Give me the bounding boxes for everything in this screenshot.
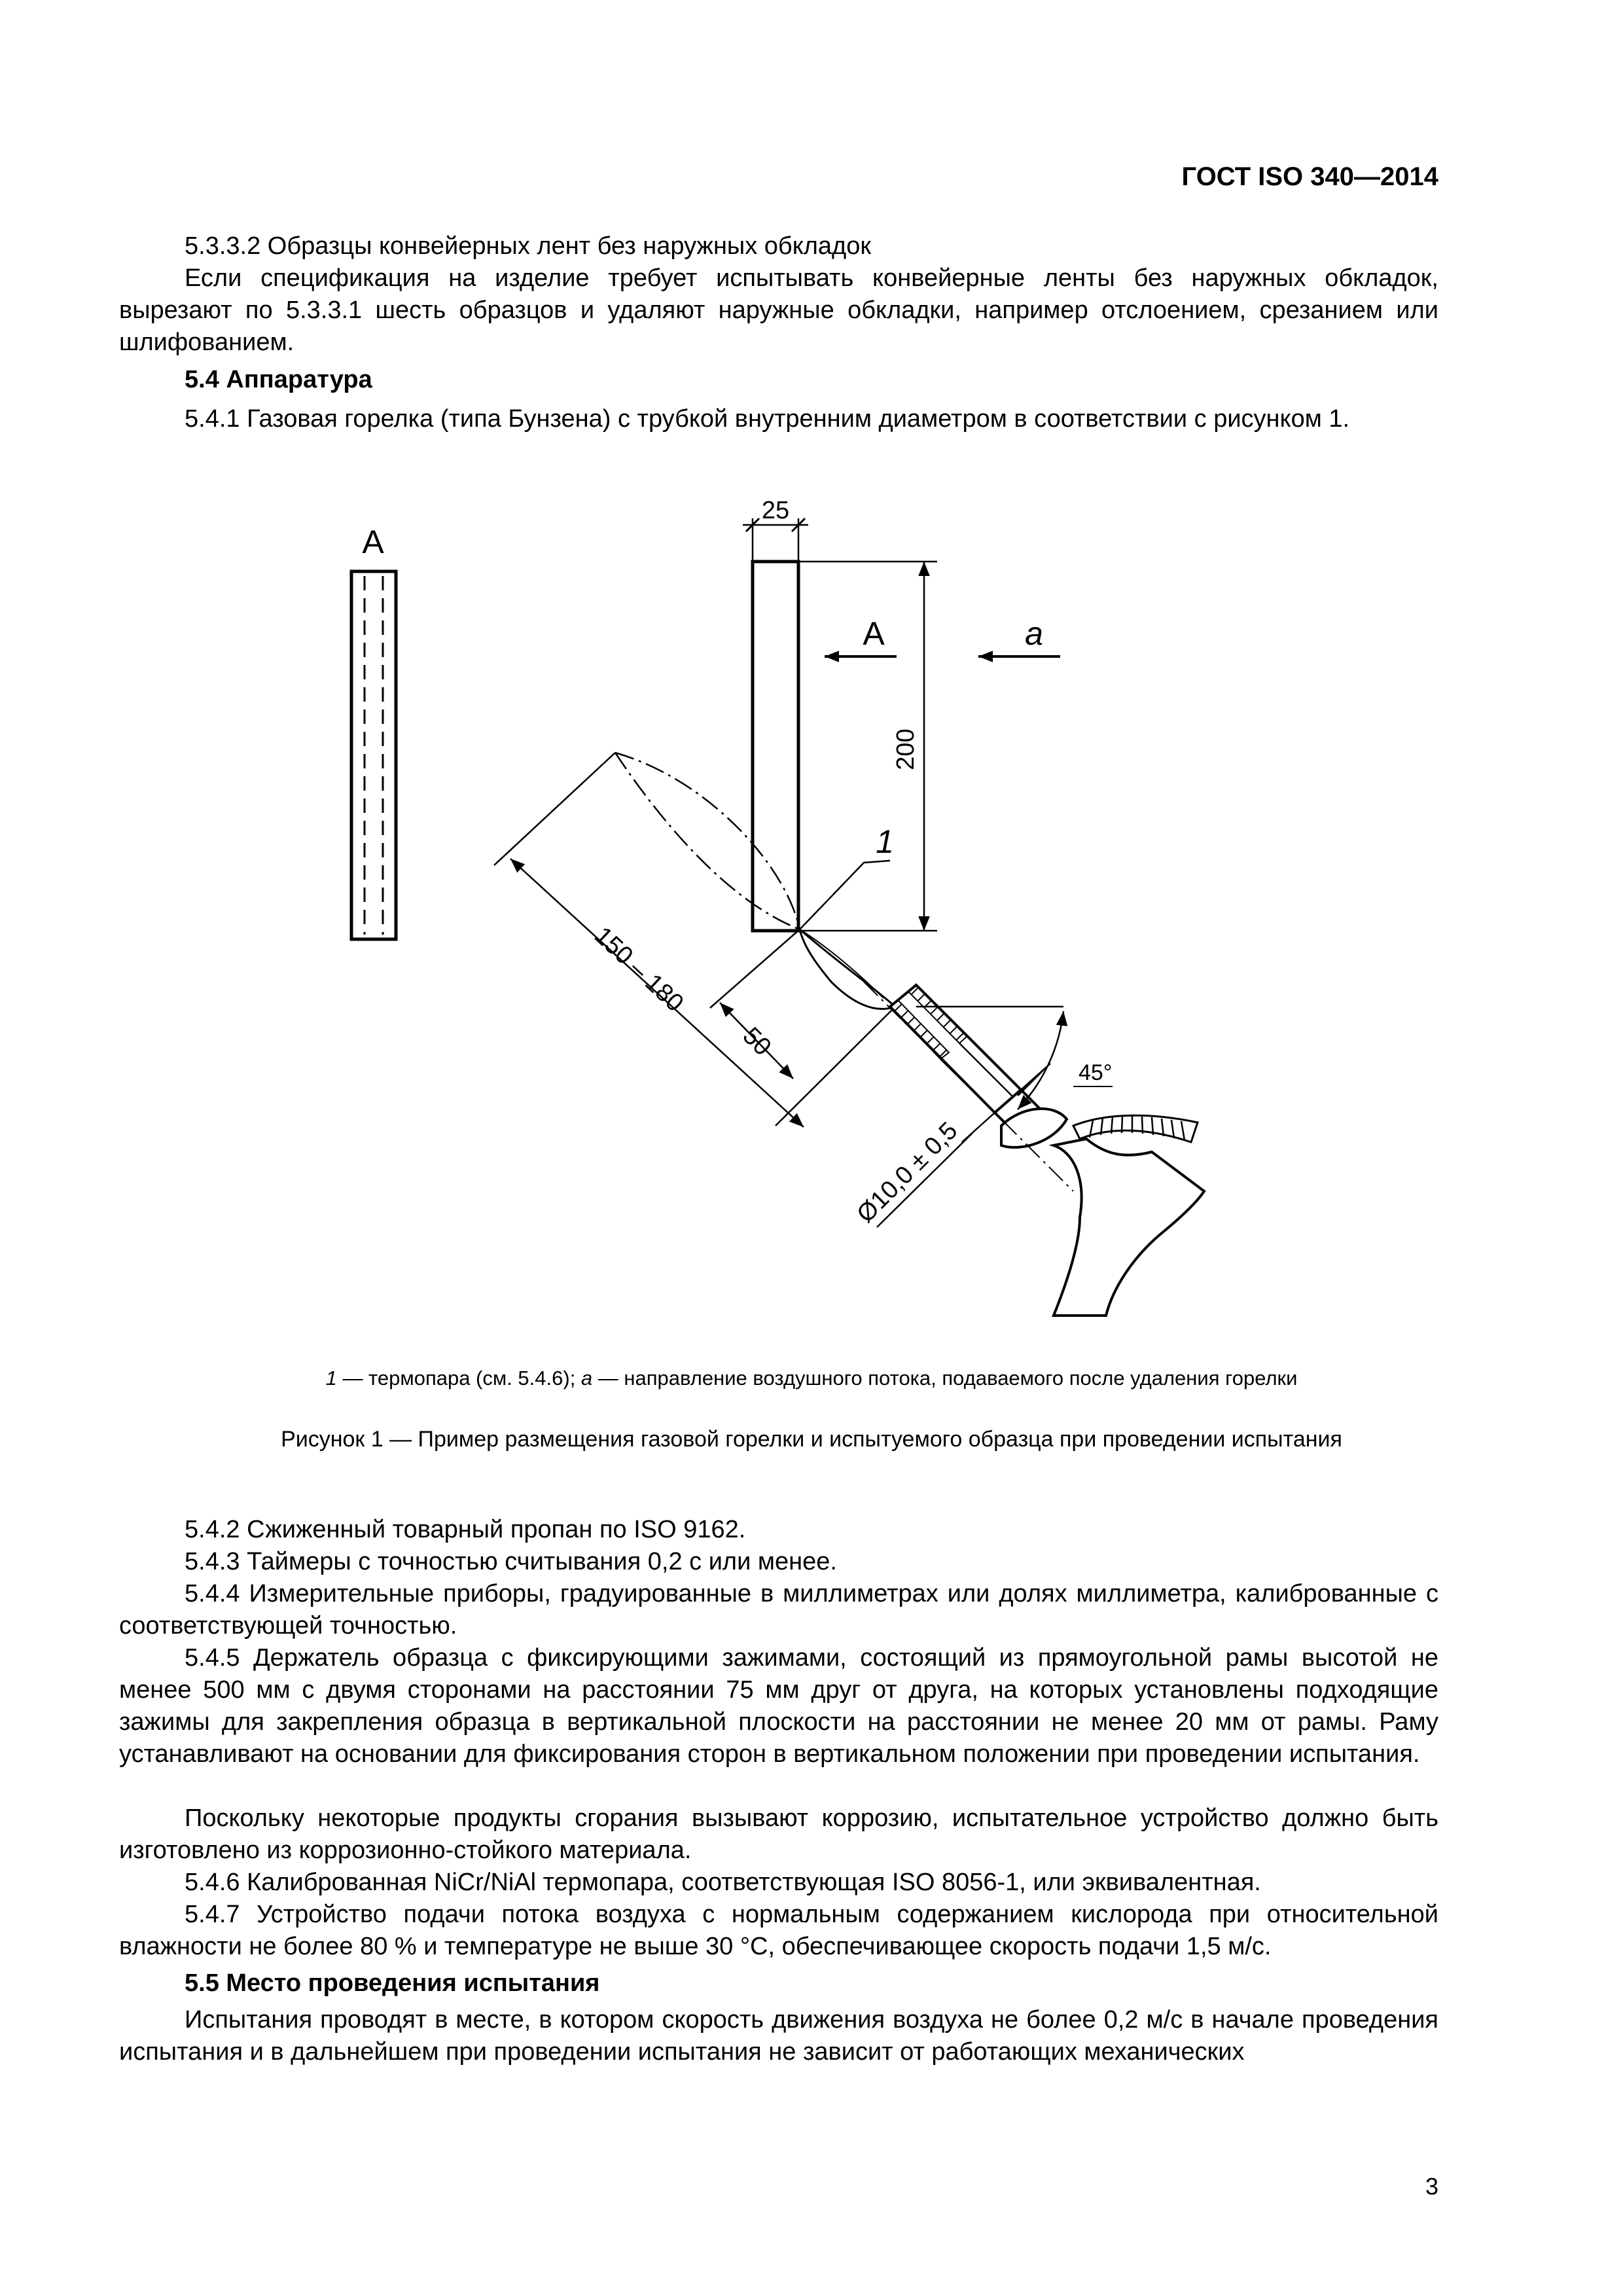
view-a-label: A: [362, 524, 384, 560]
paragraph-5-4-6: 5.4.6 Калиброванная NiCr/NiAl термопара, соответствующая ISO 8056-1, или эквивалентная.: [185, 1869, 1261, 1896]
section-5-3-3-2-body: Если спецификация на изделие требует испытывать конвейерные ленты без наружных обкладок, вырезают по 5.3.3.1 шесть образцов и удаляют наружные обкладки, например отслоением, срезанием или шлифованием.: [119, 264, 1438, 356]
figure-legend: [119, 1367, 1504, 1390]
arrow-a-upper-label: A: [863, 615, 885, 652]
document-code: ГОСТ ISO 340—2014: [1181, 162, 1438, 191]
specimen-view-a: [351, 524, 396, 939]
section-5-5-heading: 5.5 Место проведения испытания: [185, 1969, 600, 1997]
callout-1-label: 1: [876, 823, 894, 860]
dimension-50: 50: [737, 1022, 777, 1062]
paragraph-5-4-2: 5.4.2 Сжиженный товарный пропан по ISO 9162.: [185, 1516, 746, 1543]
legend-a: a: [580, 1367, 593, 1390]
paragraph-5-4-7: 5.4.7 Устройство подачи потока воздуха с нормальным содержанием кислорода при относительной влажности не более 80 % и температуре не выше 30 °С, обеспечивающее скорость подачи 1,5 м/с.: [119, 1901, 1438, 1960]
specimen-front: [743, 497, 937, 931]
paragraph-5-4-1: 5.4.1 Газовая горелка (типа Бунзена) с трубкой внутренним диаметром в соответствии с рисунком 1.: [185, 405, 1350, 433]
flame-length-dimension: [494, 753, 895, 1127]
page-number: 3: [1425, 2173, 1438, 2200]
dimension-150-180: 150 – 180: [589, 922, 689, 1018]
section-5-3-3-2-title: 5.3.3.2 Образцы конвейерных лент без наружных обкладок: [185, 232, 871, 260]
dimension-height-200: 200: [892, 728, 919, 770]
dimension-diameter: Ø10,0 ± 0,5: [851, 1117, 963, 1229]
thermocouple-callout: [800, 823, 894, 929]
arrow-a-lower-label: a: [1025, 615, 1043, 652]
legend-1: 1: [325, 1367, 337, 1390]
paragraph-5-4-5: 5.4.5 Держатель образца с фиксирующими зажимами, состоящий из прямоугольной рамы высотой не менее 500 мм с двумя сторонами на расстоянии 75 мм друг от друга, на которых установлены подходящие зажимы для закрепления образца в вертикальной плоскости на расстоянии не менее 20 мм от рамы. Раму устанавливают на основании для фиксирования сторон в вертикальном положении при проведении испытания.: [119, 1644, 1438, 1768]
figure-caption: Рисунок 1 — Пример размещения газовой горелки и испытуемого образца при проведении испытания: [281, 1427, 1342, 1452]
legend-text-2: — направление воздушного потока, подаваемого после удаления горелки: [592, 1367, 1298, 1390]
dimension-50-group: [710, 929, 800, 1079]
paragraph-5-4-5-note: Поскольку некоторые продукты сгорания вызывают коррозию, испытательное устройство должно быть изготовлено из коррозионно-стойкого материала.: [119, 1804, 1438, 1864]
paragraph-5-4-3: 5.4.3 Таймеры с точностью считывания 0,2 с или менее.: [185, 1548, 837, 1575]
angle-45-label: 45°: [1079, 1060, 1113, 1085]
paragraph-5-4-4: 5.4.4 Измерительные приборы, градуированные в миллиметрах или долях миллиметра, калиброванные с соответствующей точностью.: [119, 1580, 1438, 1640]
direction-arrows: [825, 615, 1060, 656]
legend-text-1: — термопара (см. 5.4.6);: [336, 1367, 581, 1390]
section-5-5-body: Испытания проводят в месте, в котором скорость движения воздуха не более 0,2 м/с в начале проведения испытания и в дальнейшем при проведении испытания не зависит от работающих механических: [119, 2006, 1438, 2066]
section-5-4-heading: 5.4 Аппаратура: [185, 366, 372, 393]
dimension-width-25: 25: [761, 497, 790, 524]
